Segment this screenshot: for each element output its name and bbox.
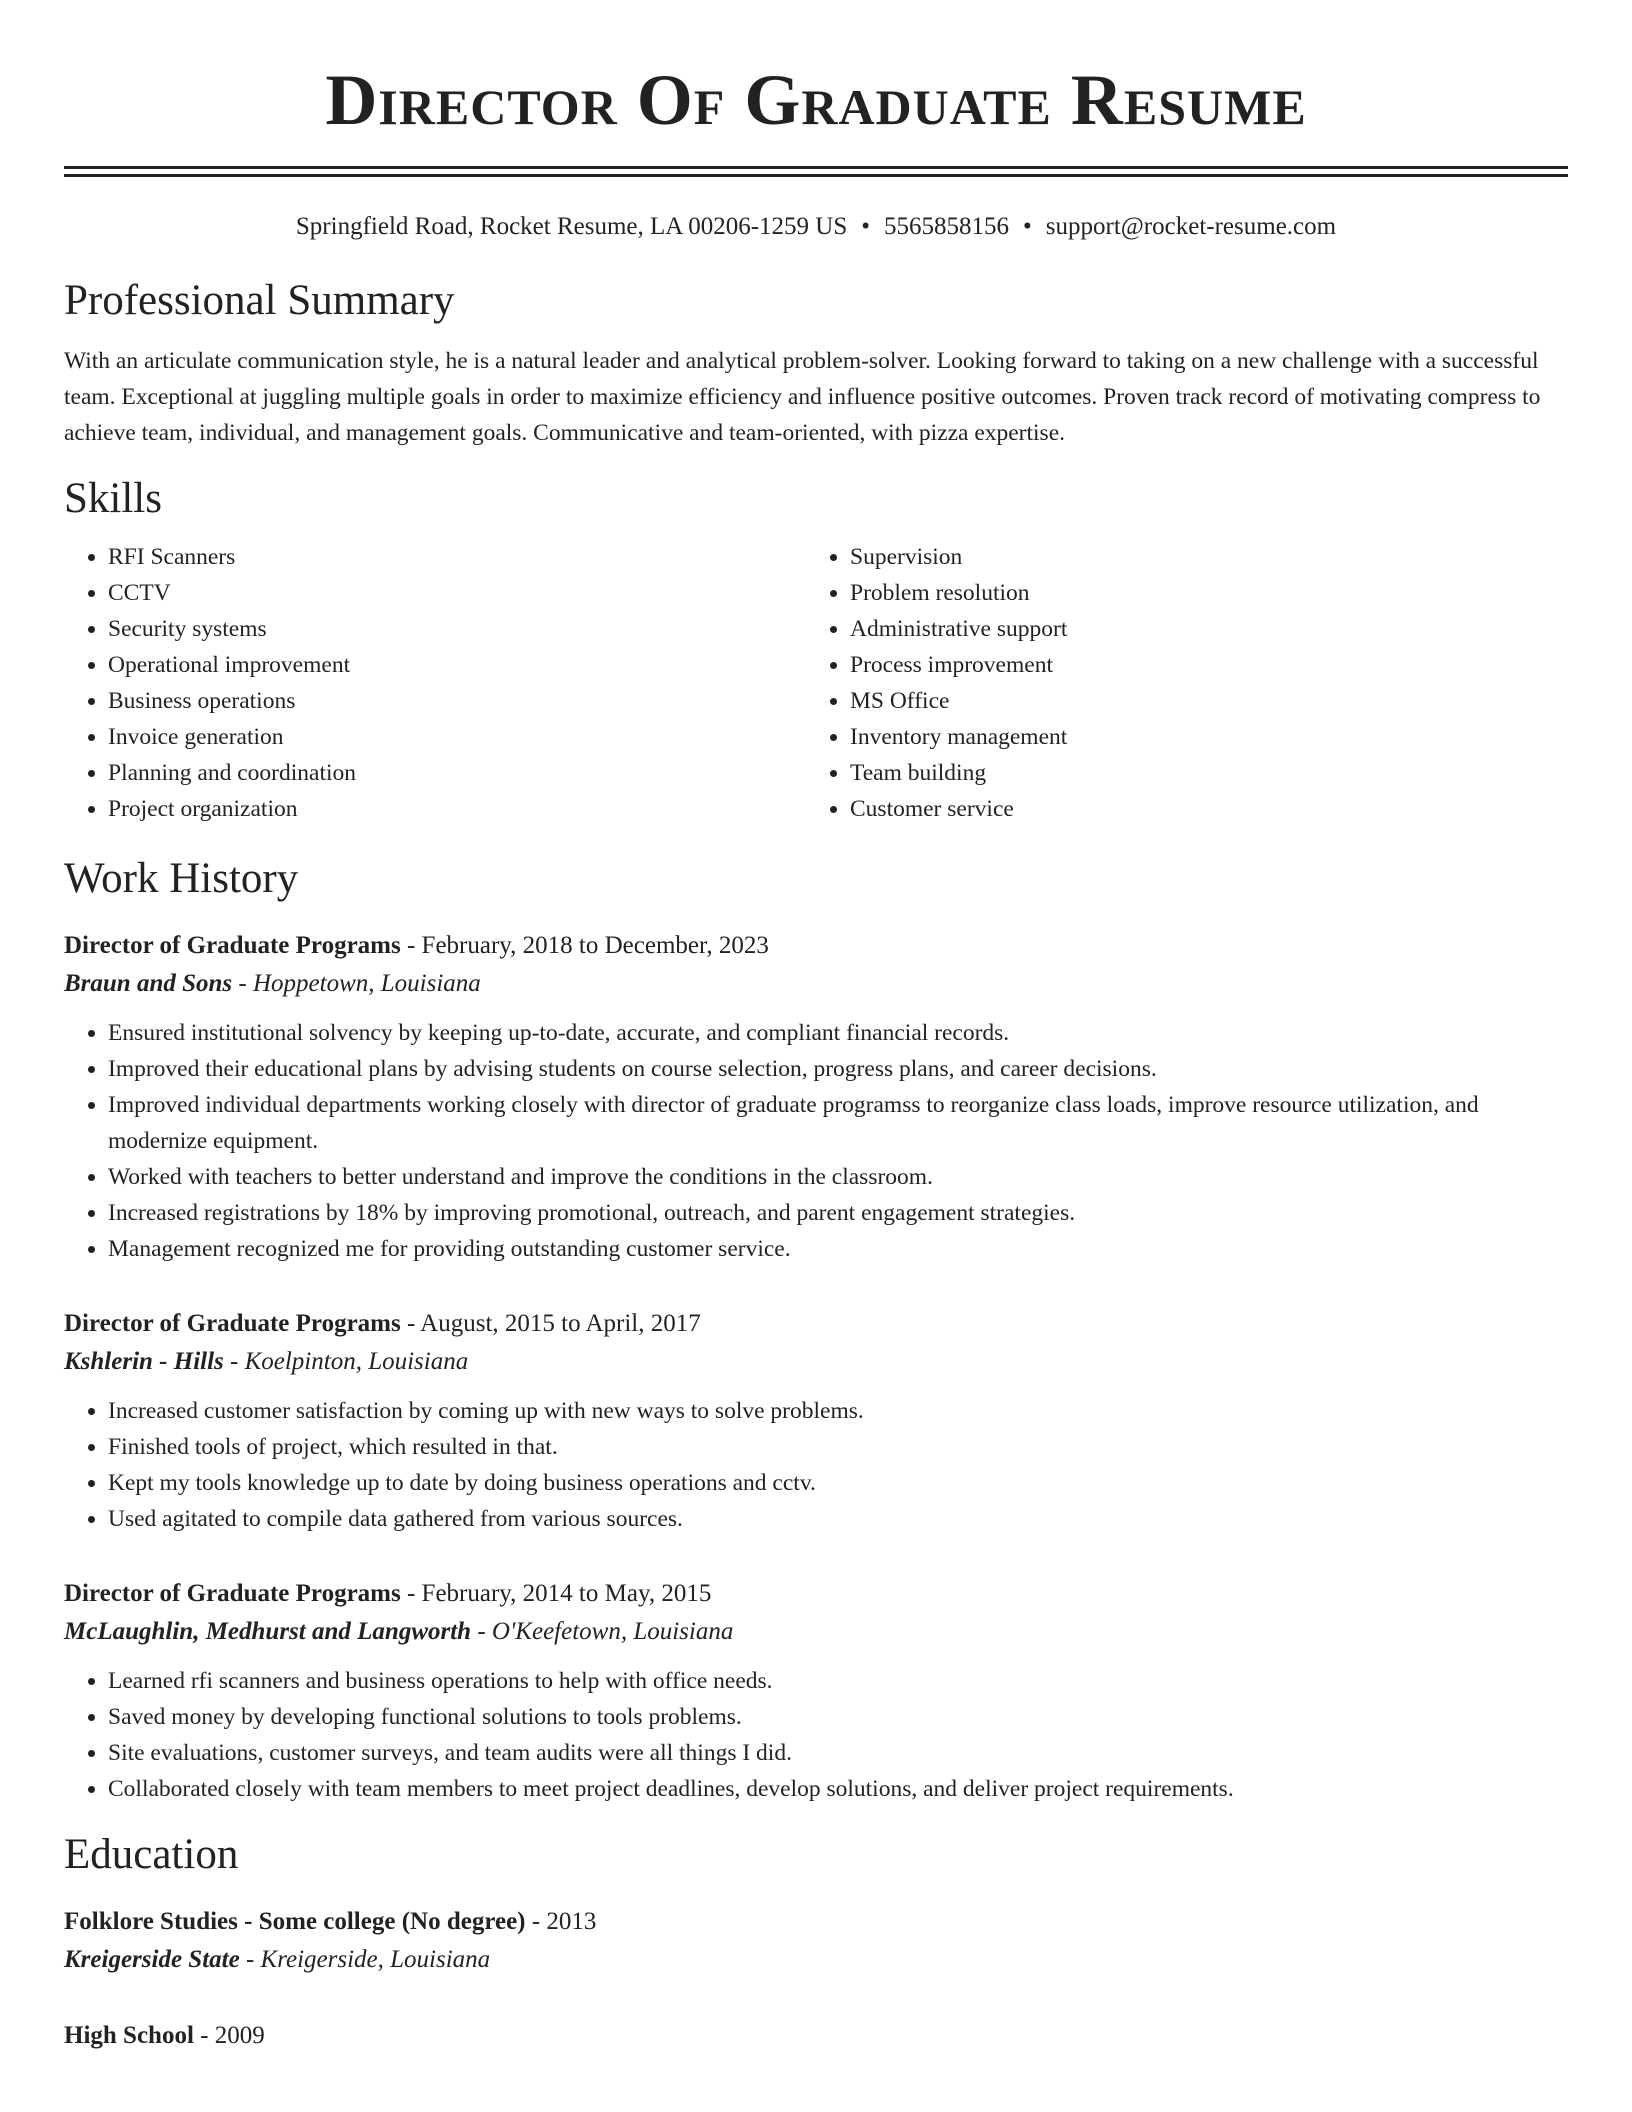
school-name: Kreigerside State bbox=[64, 1946, 240, 1973]
contact-separator: • bbox=[1023, 213, 1032, 240]
skill-item: • Security systems bbox=[108, 611, 806, 647]
skill-item: • Customer service bbox=[850, 791, 1548, 827]
job-title: Director of Graduate Programs bbox=[64, 932, 401, 959]
skill-item: • Supervision bbox=[850, 539, 1548, 575]
skill-item: • Planning and coordination bbox=[108, 755, 806, 791]
skill-item: • Problem resolution bbox=[850, 575, 1548, 611]
job-bullet: • Worked with teachers to better understand and improve the conditions in the classroom. bbox=[108, 1159, 1568, 1195]
job-dates: - February, 2014 to May, 2015 bbox=[406, 1580, 712, 1607]
job-bullet: • Site evaluations, customer surveys, and team audits were all things I did. bbox=[108, 1735, 1568, 1771]
degree-name: High School bbox=[64, 2022, 194, 2049]
contact-line bbox=[64, 211, 1568, 243]
job-bullet: • Management recognized me for providing outstanding customer service. bbox=[108, 1231, 1568, 1267]
job-bullet: • Ensured institutional solvency by keeping up-to-date, accurate, and compliant financial records. bbox=[108, 1015, 1568, 1051]
degree-year: - 2013 bbox=[531, 1908, 597, 1935]
company-location: - Hoppetown, Louisiana bbox=[238, 970, 481, 997]
education-entry bbox=[64, 1903, 1568, 1979]
skill-item: • Invoice generation bbox=[108, 719, 806, 755]
skills-heading: Skills bbox=[64, 475, 162, 522]
job-entry bbox=[64, 1575, 1568, 1807]
job-entry bbox=[64, 927, 1568, 1267]
school-location: - Kreigerside, Louisiana bbox=[245, 1946, 491, 1973]
job-title-line bbox=[64, 1305, 1568, 1343]
skill-item: • Team building bbox=[850, 755, 1548, 791]
skills-left-column bbox=[64, 539, 806, 827]
summary-text: With an articulate communication style, he is a natural leader and analytical problem-solver. Looking forward to taking on a new challenge with a successful team. Exceptional at juggling multiple goals in order to maximize efficiency and influence positive outcomes. Proven track record of motivating compress to achieve team, individual, and management goals. Communicative and team-oriented, with pizza expertise. bbox=[64, 348, 1541, 446]
skill-item: • Business operations bbox=[108, 683, 806, 719]
company-line bbox=[64, 965, 1568, 1003]
job-bullet: • Learned rfi scanners and business operations to help with office needs. bbox=[108, 1663, 1568, 1699]
job-bullets bbox=[64, 1015, 1568, 1267]
skill-item: • Project organization bbox=[108, 791, 806, 827]
work-history-heading: Work History bbox=[64, 855, 299, 902]
degree-name: Folklore Studies - Some college (No degree) bbox=[64, 1908, 526, 1935]
title-divider bbox=[64, 166, 1568, 177]
job-entry bbox=[64, 1305, 1568, 1537]
job-bullets bbox=[64, 1393, 1568, 1537]
skill-item: • RFI Scanners bbox=[108, 539, 806, 575]
resume-title: Director Of Graduate Resume bbox=[325, 60, 1307, 140]
job-dates: - February, 2018 to December, 2023 bbox=[406, 932, 769, 959]
skill-item: • Inventory management bbox=[850, 719, 1548, 755]
company-name: McLaughlin, Medhurst and Langworth bbox=[64, 1618, 472, 1645]
job-bullet: • Improved their educational plans by advising students on course selection, progress plans, and career decisions. bbox=[108, 1051, 1568, 1087]
education-heading: Education bbox=[64, 1831, 239, 1878]
company-line bbox=[64, 1343, 1568, 1381]
summary-heading: Professional Summary bbox=[64, 277, 455, 324]
skill-item: • Operational improvement bbox=[108, 647, 806, 683]
skills-grid bbox=[64, 539, 1568, 827]
company-line bbox=[64, 1613, 1568, 1651]
job-bullet: • Saved money by developing functional solutions to tools problems. bbox=[108, 1699, 1568, 1735]
company-name: Kshlerin - Hills bbox=[64, 1348, 224, 1375]
skill-item: • CCTV bbox=[108, 575, 806, 611]
degree-year: - 2009 bbox=[200, 2022, 265, 2049]
job-bullets bbox=[64, 1663, 1568, 1807]
job-bullet: • Kept my tools knowledge up to date by doing business operations and cctv. bbox=[108, 1465, 1568, 1501]
company-location: - O'Keefetown, Louisiana bbox=[477, 1618, 734, 1645]
job-bullet: • Collaborated closely with team members to meet project deadlines, develop solutions, and deliver project requirements. bbox=[108, 1771, 1568, 1807]
contact-email[interactable]: support@rocket-resume.com bbox=[1045, 213, 1337, 240]
skill-item: • Process improvement bbox=[850, 647, 1548, 683]
job-title: Director of Graduate Programs bbox=[64, 1580, 401, 1607]
contact-address: Springfield Road, Rocket Resume, LA 00206-1259 US bbox=[295, 213, 848, 240]
job-bullet: • Used agitated to compile data gathered from various sources. bbox=[108, 1501, 1568, 1537]
school-line bbox=[64, 1941, 1568, 1979]
company-name: Braun and Sons bbox=[64, 970, 233, 997]
job-bullet: • Increased customer satisfaction by coming up with new ways to solve problems. bbox=[108, 1393, 1568, 1429]
job-bullet: • Improved individual departments working closely with director of graduate programss to reorganize class loads, improve resource utilization, and modernize equipment. bbox=[108, 1087, 1568, 1159]
degree-line bbox=[64, 1903, 1568, 1941]
skill-item: • Administrative support bbox=[850, 611, 1548, 647]
contact-separator: • bbox=[861, 213, 871, 240]
degree-line bbox=[64, 2017, 1568, 2055]
skills-right-column bbox=[806, 539, 1548, 827]
job-title-line bbox=[64, 1575, 1568, 1613]
job-bullet: • Increased registrations by 18% by improving promotional, outreach, and parent engagement strategies. bbox=[108, 1195, 1568, 1231]
job-title: Director of Graduate Programs bbox=[64, 1310, 401, 1337]
job-dates: - August, 2015 to April, 2017 bbox=[406, 1310, 701, 1337]
job-bullet: • Finished tools of project, which resulted in that. bbox=[108, 1429, 1568, 1465]
skill-item: • MS Office bbox=[850, 683, 1548, 719]
contact-phone: 5565858156 bbox=[884, 213, 1010, 240]
job-title-line bbox=[64, 927, 1568, 965]
education-entry bbox=[64, 2017, 1568, 2055]
company-location: - Koelpinton, Louisiana bbox=[230, 1348, 469, 1375]
